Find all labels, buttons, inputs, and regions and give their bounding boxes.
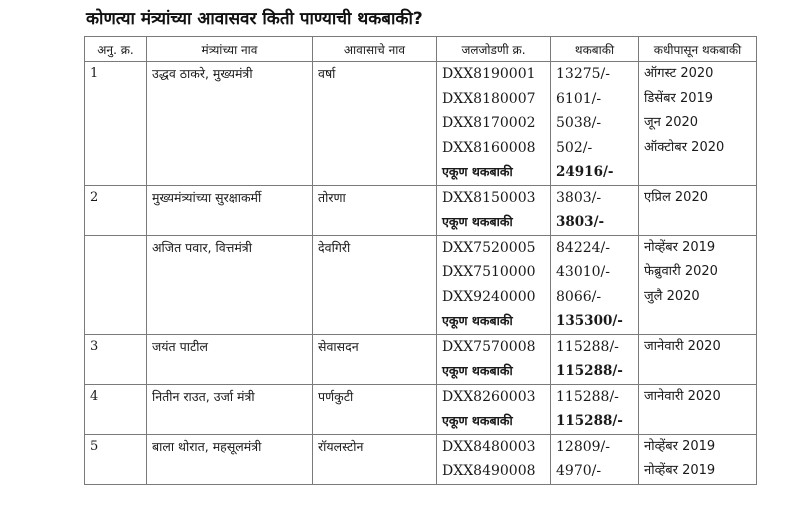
connection-number: DXX9240000	[442, 288, 536, 305]
header-dues: थकबाकी	[551, 37, 639, 62]
due-since-cell	[639, 62, 757, 186]
minister-name: अजित पवार, वित्तमंत्री	[152, 239, 252, 255]
due-since: नोव्हेंबर 2019	[644, 463, 716, 478]
dues-amount: 12809/-	[556, 438, 610, 455]
connection-number: DXX8150003	[442, 189, 536, 206]
total-dues-label: एकूण थकबाकी	[442, 413, 513, 428]
total-dues-label: एकूण थकबाकी	[442, 363, 513, 378]
table-body	[85, 62, 757, 485]
connection-number-cell	[437, 434, 551, 484]
connection-number: DXX8480003	[442, 438, 536, 455]
dues-cell	[551, 62, 639, 186]
dues-cell	[551, 235, 639, 334]
minister-name-cell	[147, 62, 313, 186]
due-since: एप्रिल 2020	[644, 189, 708, 205]
dues-cell	[551, 384, 639, 434]
minister-name: जयंत पाटील	[152, 338, 208, 354]
connection-number-cell	[437, 384, 551, 434]
due-since-cell	[639, 384, 757, 434]
header-residence-name: आवासाचे नाव	[313, 37, 437, 62]
total-dues-label: एकूण थकबाकी	[442, 164, 513, 179]
residence-name: पर्णकुटी	[318, 388, 354, 404]
serial-cell	[85, 384, 147, 434]
residence-name: सेवासदन	[318, 338, 359, 354]
minister-name-cell	[147, 235, 313, 334]
minister-name: मुख्यमंत्र्यांच्या सुरक्षाकर्मी	[152, 189, 262, 205]
due-since-cell	[639, 185, 757, 235]
due-since-cell	[639, 334, 757, 384]
connection-number-cell	[437, 235, 551, 334]
minister-name-cell	[147, 384, 313, 434]
due-since: ऑक्टोबर 2020	[644, 139, 725, 155]
minister-name-cell	[147, 434, 313, 484]
header-due-since: कधीपासून थकबाकी	[639, 37, 757, 62]
minister-name-cell	[147, 334, 313, 384]
serial-cell	[85, 235, 147, 334]
connection-number: DXX7570008	[442, 338, 536, 355]
serial-cell	[85, 185, 147, 235]
dues-amount: 115288/-	[556, 338, 619, 355]
residence-name-cell	[313, 185, 437, 235]
header-minister-name: मंत्र्यांच्या नाव	[147, 37, 313, 62]
connection-number: DXX8180007	[442, 90, 536, 107]
due-since-cell	[639, 434, 757, 484]
serial-number: 2	[90, 189, 99, 205]
connection-number: DXX8490008	[442, 463, 536, 479]
residence-name: तोरणा	[318, 189, 346, 205]
table-row	[85, 384, 757, 434]
connection-number-cell	[437, 185, 551, 235]
serial-number: 4	[90, 388, 99, 404]
page-title: कोणत्या मंत्र्यांच्या आवासवर किती पाण्याची थकबाकी?	[86, 9, 423, 29]
due-since: जुलै 2020	[644, 288, 700, 304]
header-connection-number: जलजोडणी क्र.	[437, 37, 551, 62]
due-since: जानेवारी 2020	[644, 338, 721, 354]
dues-amount: 84224/-	[556, 239, 610, 256]
minister-name: उद्धव ठाकरे, मुख्यमंत्री	[152, 66, 253, 81]
dues-amount: 115288/-	[556, 388, 619, 405]
due-since: नोव्हेंबर 2019	[644, 438, 716, 454]
serial-cell	[85, 434, 147, 484]
dues-amount: 8066/-	[556, 288, 602, 305]
header-serial: अनु. क्र.	[85, 37, 147, 62]
serial-cell	[85, 62, 147, 186]
table-row	[85, 185, 757, 235]
dues-cell	[551, 434, 639, 484]
connection-number: DXX8170002	[442, 115, 536, 131]
residence-name-cell	[313, 62, 437, 186]
due-since: ऑगस्ट 2020	[644, 66, 714, 81]
dues-amount: 6101/-	[556, 90, 602, 107]
due-since: डिसेंबर 2019	[644, 90, 714, 106]
dues-cell	[551, 185, 639, 235]
total-dues-amount: 3803/-	[556, 214, 605, 230]
due-since: नोव्हेंबर 2019	[644, 239, 716, 255]
serial-cell	[85, 334, 147, 384]
minister-name: नितीन राउत, उर्जा मंत्री	[152, 388, 255, 404]
minister-name: बाला थोरात, महसूलमंत्री	[152, 438, 262, 454]
residence-name-cell	[313, 384, 437, 434]
total-dues-label: एकूण थकबाकी	[442, 313, 513, 328]
table-row	[85, 62, 757, 186]
dues-amount: 502/-	[556, 139, 593, 156]
dues-amount: 4970/-	[556, 463, 602, 479]
table-header-row	[85, 37, 757, 62]
dues-amount: 5038/-	[556, 115, 602, 131]
residence-name: देवगिरी	[318, 239, 351, 255]
due-since-cell	[639, 235, 757, 334]
serial-number: 5	[90, 438, 99, 454]
connection-number: DXX8190001	[442, 66, 536, 82]
residence-name-cell	[313, 434, 437, 484]
serial-number: 3	[90, 338, 99, 354]
total-dues-label: एकूण थकबाकी	[442, 214, 513, 229]
total-dues-amount: 115288/-	[556, 363, 623, 379]
total-dues-amount: 24916/-	[556, 164, 614, 180]
table-row	[85, 434, 757, 484]
dues-cell	[551, 334, 639, 384]
residence-name-cell	[313, 334, 437, 384]
table-row	[85, 235, 757, 334]
due-since: जानेवारी 2020	[644, 388, 721, 404]
connection-number-cell	[437, 334, 551, 384]
total-dues-amount: 135300/-	[556, 313, 623, 329]
water-dues-table	[84, 36, 757, 485]
residence-name: वर्षा	[318, 66, 336, 81]
minister-name-cell	[147, 185, 313, 235]
dues-amount: 3803/-	[556, 189, 602, 206]
table-row	[85, 334, 757, 384]
due-since: फेब्रुवारी 2020	[644, 264, 718, 279]
serial-number	[90, 236, 141, 261]
connection-number: DXX7510000	[442, 264, 536, 280]
dues-amount: 43010/-	[556, 264, 610, 280]
connection-number: DXX8160008	[442, 139, 536, 156]
residence-name: रॉयलस्टोन	[318, 438, 364, 454]
connection-number: DXX7520005	[442, 239, 536, 256]
serial-number: 1	[90, 66, 99, 81]
connection-number: DXX8260003	[442, 388, 536, 405]
due-since: जून 2020	[644, 115, 699, 130]
residence-name-cell	[313, 235, 437, 334]
total-dues-amount: 115288/-	[556, 413, 623, 429]
connection-number-cell	[437, 62, 551, 186]
dues-amount: 13275/-	[556, 66, 610, 82]
